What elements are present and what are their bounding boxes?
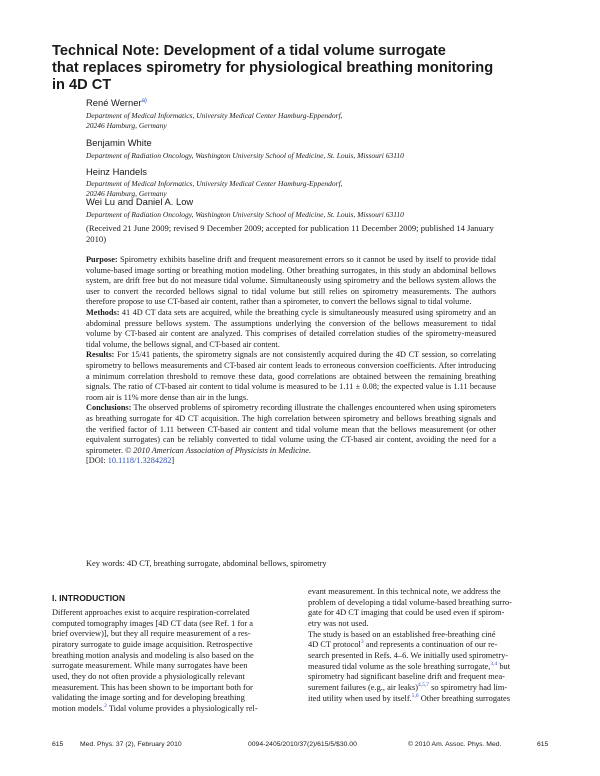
body-text-line: etry was not used. — [308, 618, 369, 628]
author-name: Wei Lu and Daniel A. Low — [86, 196, 194, 207]
footer-page-number-left: 615 — [52, 741, 64, 748]
body-text-line: Different approaches exist to acquire respiration-correlated — [52, 608, 250, 617]
body-column-right — [308, 587, 548, 704]
body-text-line: evant measurement. In this technical note, we address the — [308, 587, 501, 596]
body-text-line: gate for 4D CT imaging that could be used even if spirom- — [308, 608, 505, 618]
author-affiliation: Department of Medical Informatics, University Medical Center Hamburg-Eppendorf, 20246 Hamburg, Germany — [86, 111, 343, 130]
body-text-line: measured tidal volume as the sole breathing surrogate,$^{3,4}$ but — [308, 660, 511, 671]
footer-issn: 0094-2405/2010/37(2)/615/5/$30.00 — [248, 741, 357, 748]
doi-link[interactable]: 10.1118/1.3284282 — [107, 456, 172, 466]
abstract — [86, 255, 496, 467]
body-text-line: brief overview)], but they all require measurement of a res- — [52, 629, 251, 639]
body-text-line: computed tomography images [4D CT data (see Ref. 1 for a — [52, 618, 254, 628]
body-text-line: surement failures (e.g., air leaks)$^{4,5,7}$ so spirometry had lim- — [308, 682, 508, 692]
body-text-line: ited utility when used by itself.$^{5,6}$ Other breathing surrogates — [308, 692, 511, 703]
body-text-line: piratory surrogate to guide image acquisition. Retrospective — [52, 639, 253, 649]
footer-journal: Med. Phys. 37 (2), February 2010 — [80, 741, 182, 748]
abstract-results: Results: For 15/41 patients, the spirometry signals are not consistently acquired during the 4D CT session, so correlating spirometry to bellows measurements and CT-based air content leads to erroneous conversion coefficients. After introducing a minimum correlation threshold to remove these data, good correlations are obtained between the remaining breathing signals. The ratio of CT-based air content to tidal volume is measured to be 1.11 ± 0.08; the expected value is 1.11 because room air is 11% more dense than air in the lungs. — [86, 350, 496, 402]
body-text-line: validating the image sorting and for developing breathing — [52, 693, 245, 703]
footer-copyright: © 2010 Am. Assoc. Phys. Med. — [408, 741, 502, 748]
body-text-line: used, they do not often provide a physiologically relevant — [52, 671, 245, 681]
author-affiliation: Department of Radiation Oncology, Washington University School of Medicine, St. Louis, Missouri 63110 — [86, 210, 404, 219]
doi-line: [DOI: 10.1118/1.3284282] — [86, 456, 175, 466]
body-text-line: spirometry had significant baseline drift and frequent mea- — [308, 672, 505, 682]
reference-superscript[interactable]: 5,6 — [411, 692, 419, 699]
publication-dates: (Received 21 June 2009; revised 9 December 2009; accepted for publication 11 December 2009; published 14 January 2010) — [86, 223, 494, 244]
body-text-line: problem of developing a tidal volume-based breathing surro- — [308, 597, 512, 607]
body-text-line: breathing motion analysis and modeling is also based on the — [52, 650, 254, 660]
body-text-line: 4D CT protocol$^3$ and represents a continuation of our re- — [308, 639, 498, 650]
paper-title — [52, 43, 572, 94]
author-name: René Werner$^{a)}$ — [86, 97, 147, 108]
title-line: in 4D CT — [52, 77, 112, 93]
section-heading: I. INTRODUCTION — [52, 593, 126, 603]
body-text-line: search presented in Refs. 4–6. We initially used spirometry- — [308, 650, 509, 660]
author-footnote-mark[interactable]: a) — [141, 97, 147, 104]
title-line: that replaces spirometry for physiological breathing monitoring — [52, 60, 494, 76]
keywords: Key words: 4D CT, breathing surrogate, abdominal bellows, spirometry — [86, 559, 327, 568]
author-name: Benjamin White — [86, 137, 152, 148]
reference-superscript[interactable]: 3 — [360, 639, 364, 646]
reference-superscript[interactable]: 2 — [104, 703, 107, 710]
body-text-line: measurement. This has been shown to be important both for — [52, 682, 253, 692]
author-affiliation: Department of Medical Informatics, University Medical Center Hamburg-Eppendorf, 20246 Hamburg, Germany — [86, 179, 343, 198]
author-name: Heinz Handels — [86, 166, 147, 177]
abstract-methods: Methods: 41 4D CT data sets are acquired, while the breathing cycle is simultaneously measured using spirometry and an abdominal pressure bellows system. The assumptions underlying the conversion of the bellows measurement to tidal volume by CT-based air content are analyzed. This comprises of detailed correlation studies of the spirometry-measured tidal volume, the bellows signal, and CT-based air content. — [86, 307, 496, 349]
body-text-line: The study is based on an established free-breathing ciné — [308, 629, 496, 639]
title-line: Technical Note: Development of a tidal volume surrogate — [52, 43, 446, 59]
abstract-copyright: © 2010 American Association of Physicists in Medicine. — [124, 445, 312, 455]
footer-page-number-right: 615 — [537, 741, 549, 748]
body-column-left — [52, 608, 292, 715]
reference-superscript[interactable]: 4,5,7 — [418, 682, 429, 689]
abstract-purpose: Purpose: Spirometry exhibits baseline drift and frequent measurement errors so it cannot be used by itself to provide tidal volume-based image sorting or breathing motion modeling. Other breathing surrogates, in this study an abdominal bellows system, are drift free but do not measure tidal volume. Simultaneously using spirometry and the bellows system allows the user to convert the recorded bellows signal to tidal volume but still relies on spirometry measurements. The authors therefore propose to use CT-based air content, rather than a spirometer, to convert the bellows signal to tidal volume. — [86, 255, 496, 307]
body-text-line: motion models.$^2$ Tidal volume provides a physiologically rel- — [52, 703, 258, 713]
author-affiliation: Department of Radiation Oncology, Washington University School of Medicine, St. Louis, Missouri 63110 — [86, 151, 404, 160]
abstract-conclusions: Conclusions: The observed problems of spirometry recording illustrate the challenges encountered when using spirometers as breathing surrogate for 4D CT acquisition. The high correlation between spirometry and bellows breathing signals and the verified factor of 1.11 between CT-based air content and tidal volume mean that the bellows measurement (or other equivalent surrogates) can be reliably converted to tidal volume using the CT-based air content, avoiding the need for a spirometer. © 2010 American Association of Physicists in Medicine. — [86, 403, 496, 455]
body-text-line: surrogate measurement. While many surrogates have been — [52, 661, 248, 671]
reference-superscript[interactable]: 3,4 — [490, 660, 498, 667]
